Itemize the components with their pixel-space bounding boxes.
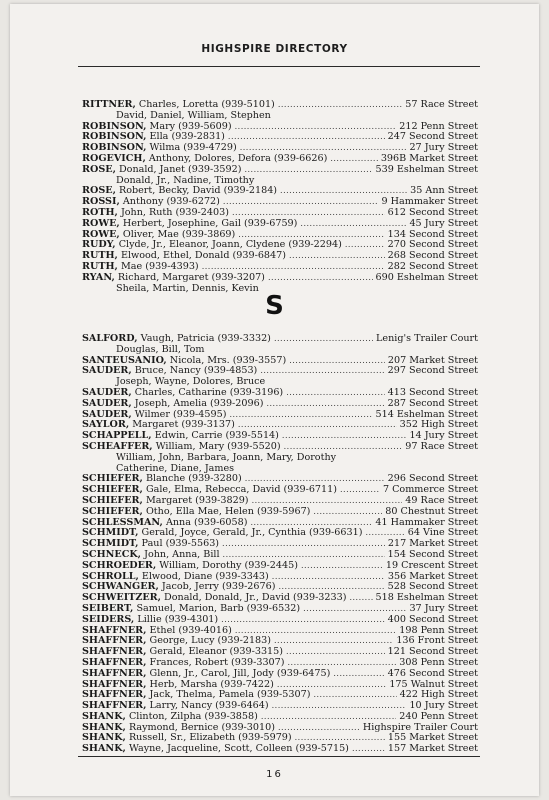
entry-address: 400 Second Street [387,613,478,625]
entry-address: 198 Penn Street [399,624,478,636]
entry-surname: SCHNECK, [82,548,142,560]
entry-address: 134 Second Street [387,228,478,240]
entry-given-names: Anthony (939-6272) [122,196,220,208]
entry-address: 217 Market Street [387,538,478,550]
s-entries-list [82,334,478,755]
entry-given-names: Wayne, Jacqueline, Scott, Colleen (939-5715) [128,743,349,755]
entry-address: 155 Market Street [387,732,478,744]
leader-dots [244,165,372,176]
entry-given-names: Margaret (939-3829) [145,494,249,506]
entry-address: 27 Jury Street [409,142,478,154]
entry-given-names: Richard, Margaret (939-3207) [117,271,265,283]
entry-given-names: Oliver, Mae (939-3869) [122,228,236,240]
entry-given-names: Herb, Marsha (939-7422) [149,678,274,690]
entry-address: 476 Second Street [387,667,478,679]
entry-given-names: Anthony, Dolores, Defora (939-6626) [148,152,328,164]
entry-surname: SCHWEITZER, [82,592,161,604]
entry-address: 41 Hammaker Street [375,516,478,528]
entry-surname: SHAFFNER, [82,635,147,647]
entry-given-names: Mae (939-4393) [120,260,199,272]
entry-given-names: Bruce, Nancy (939-4853) [134,365,258,377]
entry-given-names: Paul (939-5563) [141,538,220,550]
entry-surname: SCHIEFER, [82,484,143,496]
entry-given-names: Mary (939-5609) [149,120,232,132]
entry-address: 356 Market Street [387,570,478,582]
leader-dots [352,744,385,755]
entry-surname: SCHIEFER, [82,505,143,517]
entry-address: 287 Second Street [387,397,478,409]
entry-surname: SAUDER, [82,365,132,377]
leader-dots [260,366,384,377]
leader-dots [286,647,385,658]
entry-surname: SHANK, [82,743,126,755]
leader-dots [272,572,385,583]
entry-given-names: Glenn, Jr., Carol, Jill, Jody (939-6475) [149,667,331,679]
leader-dots [282,431,407,442]
leader-dots [278,100,402,111]
entry-given-names: Russell, Sr., Elizabeth (939-5979) [128,732,292,744]
entry-address: 9 Hammaker Street [381,196,478,208]
entry-address: 10 Jury Street [409,700,478,712]
entry-surname: SHAFFNER, [82,646,147,658]
entry-address: 514 Eshelman Street [375,408,478,420]
entry-given-names: Gale, Elma, Rebecca, David (939-6711) [145,484,337,496]
leader-dots [301,561,383,572]
entry-surname: ROBINSON, [82,120,147,132]
entry-address: 64 Vine Street [407,527,478,539]
entry-surname: RYAN, [82,271,115,283]
entry-given-names: Jack, Thelma, Pamela (939-5307) [149,689,311,701]
entry-family-members: Joseph, Wayne, Dolores, Bruce [116,376,266,388]
entry-given-names: Vaugh, Patricia (939-3332) [140,333,271,344]
entry-surname: SHAFFNER, [82,689,147,701]
entry-given-names: Nicola, Mrs. (939-3557) [169,354,287,366]
entry-name [82,273,265,284]
entry-address: 207 Market Street [387,354,478,366]
entry-family-members: Douglas, Bill, Tom [116,343,205,355]
entry-family-members: Catherine, Diane, James [116,462,235,474]
entry-surname: SALFORD, [82,333,138,344]
leader-dots [345,240,385,251]
entry-address: 413 Second Street [387,386,478,398]
entry-address: 175 Walnut Street [389,678,478,690]
entry-given-names: Herbert, Josephine, Gail (939-6759) [122,217,298,229]
entry-address: 35 Ann Street [410,185,478,197]
entry-family-members: William, John, Barbara, Joann, Mary, Dorothy [116,451,337,463]
entry-surname: SCHMIDT, [82,527,139,539]
entry-address: 212 Penn Street [399,120,478,132]
entry-surname: SHANK, [82,710,126,722]
entry-address: 247 Second Street [387,131,478,143]
entry-address: 539 Eshelman Street [375,163,478,175]
leader-dots [333,669,384,680]
entry-address: 268 Second Street [387,250,478,262]
entry-address: 80 Chestnut Street [385,505,478,517]
leader-dots [266,399,384,410]
entry-address: 518 Eshelman Street [375,592,478,604]
entry-given-names: Charles, Loretta (939-5101) [138,99,275,110]
entry-surname: SEIDERS, [82,613,135,625]
header-rule [78,66,480,67]
entry-given-names: Edwin, Carrie (939-5514) [154,430,279,442]
entry-address: Lenig's Trailer Court [376,333,478,344]
entry-surname: RUTH, [82,260,118,272]
entry-surname: SHAFFNER, [82,656,147,668]
entry-surname: SCHWANGER, [82,581,159,593]
entry-address: 121 Second Street [387,646,478,658]
entry-address: 612 Second Street [387,206,478,218]
entry-surname: RITTNER, [82,99,136,110]
entry-address: 396B Market Street [380,152,478,164]
entry-given-names: Anna (939-6058) [165,516,248,528]
entry-given-names: Samuel, Marion, Barb (939-6532) [136,602,301,614]
entry-given-names: John, Anna, Bill [144,548,220,560]
entry-given-names: Otho, Ella Mae, Helen (939-5967) [145,505,311,517]
entry-address: 7 Commerce Street [382,484,478,496]
entry-surname: SCHMIDT, [82,538,139,550]
entry-address: 57 Race Street [405,99,478,110]
directory-page [10,4,539,796]
entry-surname: SAUDER, [82,397,132,409]
entry-surname: ROSE, [82,163,116,175]
leader-dots [289,251,385,262]
entry-family-members: David, Daniel, William, Stephen [116,109,271,121]
section-letter: S [265,291,284,321]
entry-given-names: Joseph, Amelia (939-2096) [134,397,264,409]
entry-surname: RUTH, [82,250,118,262]
entry-surname: ROBINSON, [82,131,147,143]
entry-given-names: Elwood, Ethel, Donald (939-6847) [120,250,286,262]
entry-surname: SCHEAFFER, [82,440,153,452]
page-header: HIGHSPIRE DIRECTORY [201,43,348,55]
leader-dots [289,356,385,367]
leader-dots [223,197,379,208]
entry-family-members: Donald, Jr., Nadine, Timothy [116,174,255,186]
entry-given-names: Margaret (939-3137) [132,419,235,431]
leader-dots [268,273,373,284]
entry-address: 308 Penn Street [399,656,478,668]
directory-entry [82,744,478,755]
leader-dots [330,154,378,165]
entry-address: 19 Crescent Street [385,559,478,571]
entry-address: 690 Eshelman Street [375,271,478,283]
entry-surname: SCHROLL, [82,570,139,582]
entry-given-names: William, Mary (939-5520) [155,440,281,452]
entry-given-names: Frances, Robert (939-3307) [149,656,285,668]
entry-given-names: Wilmer (939-4595) [134,408,227,420]
entry-surname: SCHAPPELL, [82,430,152,442]
entry-given-names: Donald, Donald, Jr., David (939-3233) [164,592,347,604]
directory-entry [82,273,478,284]
entry-address: 282 Second Street [387,260,478,272]
entry-given-names: William, Dorothy (939-2445) [159,559,298,571]
entry-address: 14 Jury Street [409,430,478,442]
r-entries-list [82,100,478,294]
entry-given-names: John, Ruth (939-2403) [120,206,229,218]
entry-address: 240 Penn Street [399,710,478,722]
entry-given-names: Raymond, Bernice (939-3010) [128,721,275,733]
entry-surname: ROSE, [82,185,116,197]
entry-surname: SAUDER, [82,408,132,420]
leader-dots [286,388,384,399]
entry-given-names: Clinton, Zilpha (939-3858) [128,710,258,722]
entry-given-names: Gerald, Joyce, Gerald, Jr., Cynthia (939-6631) [141,527,363,539]
entry-address: 157 Market Street [387,743,478,755]
entry-surname: SEIBERT, [82,602,134,614]
leader-dots [300,219,406,230]
entry-address: 49 Race Street [405,494,478,506]
entry-address: 136 Front Street [396,635,478,647]
entry-given-names: Wilma (939-4729) [149,142,237,154]
entry-surname: RUDY, [82,239,116,251]
entry-address: 422 High Street [399,689,478,701]
entry-given-names: Gerald, Eleanor (939-3315) [149,646,284,658]
directory-entry [82,165,478,176]
entry-given-names: Jacob, Jerry (939-2676) [161,581,276,593]
entry-given-names: Blanche (939-3280) [145,473,242,485]
entry-name [82,165,241,176]
entry-surname: SCHIEFER, [82,473,143,485]
entry-surname: SCHROEDER, [82,559,157,571]
entry-given-names: Ethel (939-4016) [149,624,232,636]
entry-given-names: Clyde, Jr., Eleanor, Joann, Clydene (939-2294) [118,239,342,251]
entry-surname: SCHLESSMAN, [82,516,163,528]
entry-surname: ROBINSON, [82,142,147,154]
entry-surname: SHANK, [82,721,126,733]
entry-surname: SHAFFNER, [82,624,147,636]
entry-address: 297 Second Street [387,365,478,377]
entry-surname: ROSSI, [82,196,120,208]
entry-address: 154 Second Street [387,548,478,560]
entry-given-names: Ella (939-2831) [149,131,225,143]
entry-address: 37 Jury Street [409,602,478,614]
entry-given-names: Larry, Nancy (939-6464) [149,700,269,712]
leader-dots [313,507,382,518]
entry-given-names: Charles, Catharine (939-3196) [134,386,284,398]
leader-dots [221,615,384,626]
entry-given-names: George, Lucy (939-2183) [149,635,271,647]
entry-address: 296 Second Street [387,473,478,485]
entry-surname: SAYLOR, [82,419,130,431]
entry-surname: SCHIEFER, [82,494,143,506]
leader-dots [228,132,385,143]
entry-surname: SHAFFNER, [82,678,147,690]
entry-surname: ROWE, [82,217,120,229]
entry-surname: SHANK, [82,732,126,744]
leader-dots [340,485,380,496]
leader-dots [235,122,397,133]
footer-rule [78,756,480,757]
page-number: 16 [266,769,283,780]
entry-surname: SANTEUSANIO, [82,354,167,366]
entry-surname: SHAFFNER, [82,667,147,679]
leader-dots [349,593,372,604]
entry-surname: SHAFFNER, [82,700,147,712]
entry-surname: SAUDER, [82,386,132,398]
entry-surname: ROGEVICH, [82,152,146,164]
entry-given-names: Robert, Becky, David (939-2184) [118,185,278,197]
entry-address: 97 Race Street [405,440,478,452]
entry-name [82,744,349,755]
entry-address: 270 Second Street [387,239,478,251]
entry-surname: ROTH, [82,206,118,218]
leader-dots [229,410,372,421]
leader-dots [313,690,396,701]
entry-address: 45 Jury Street [409,217,478,229]
entry-given-names: Elwood, Diane (939-3343) [141,570,269,582]
entry-given-names: Donald, Janet (939-3592) [118,163,242,175]
entry-address: Highspire Trailer Court [362,721,478,733]
entry-family-members: Sheila, Martin, Dennis, Kevin [116,282,259,294]
entry-address: 528 Second Street [387,581,478,593]
leader-dots [272,701,407,712]
entry-given-names: Lillie (939-4301) [137,613,219,625]
entry-surname: ROWE, [82,228,120,240]
leader-dots [274,334,373,345]
leader-dots [274,636,393,647]
entry-address: 352 High Street [399,419,478,431]
leader-dots [222,539,385,550]
